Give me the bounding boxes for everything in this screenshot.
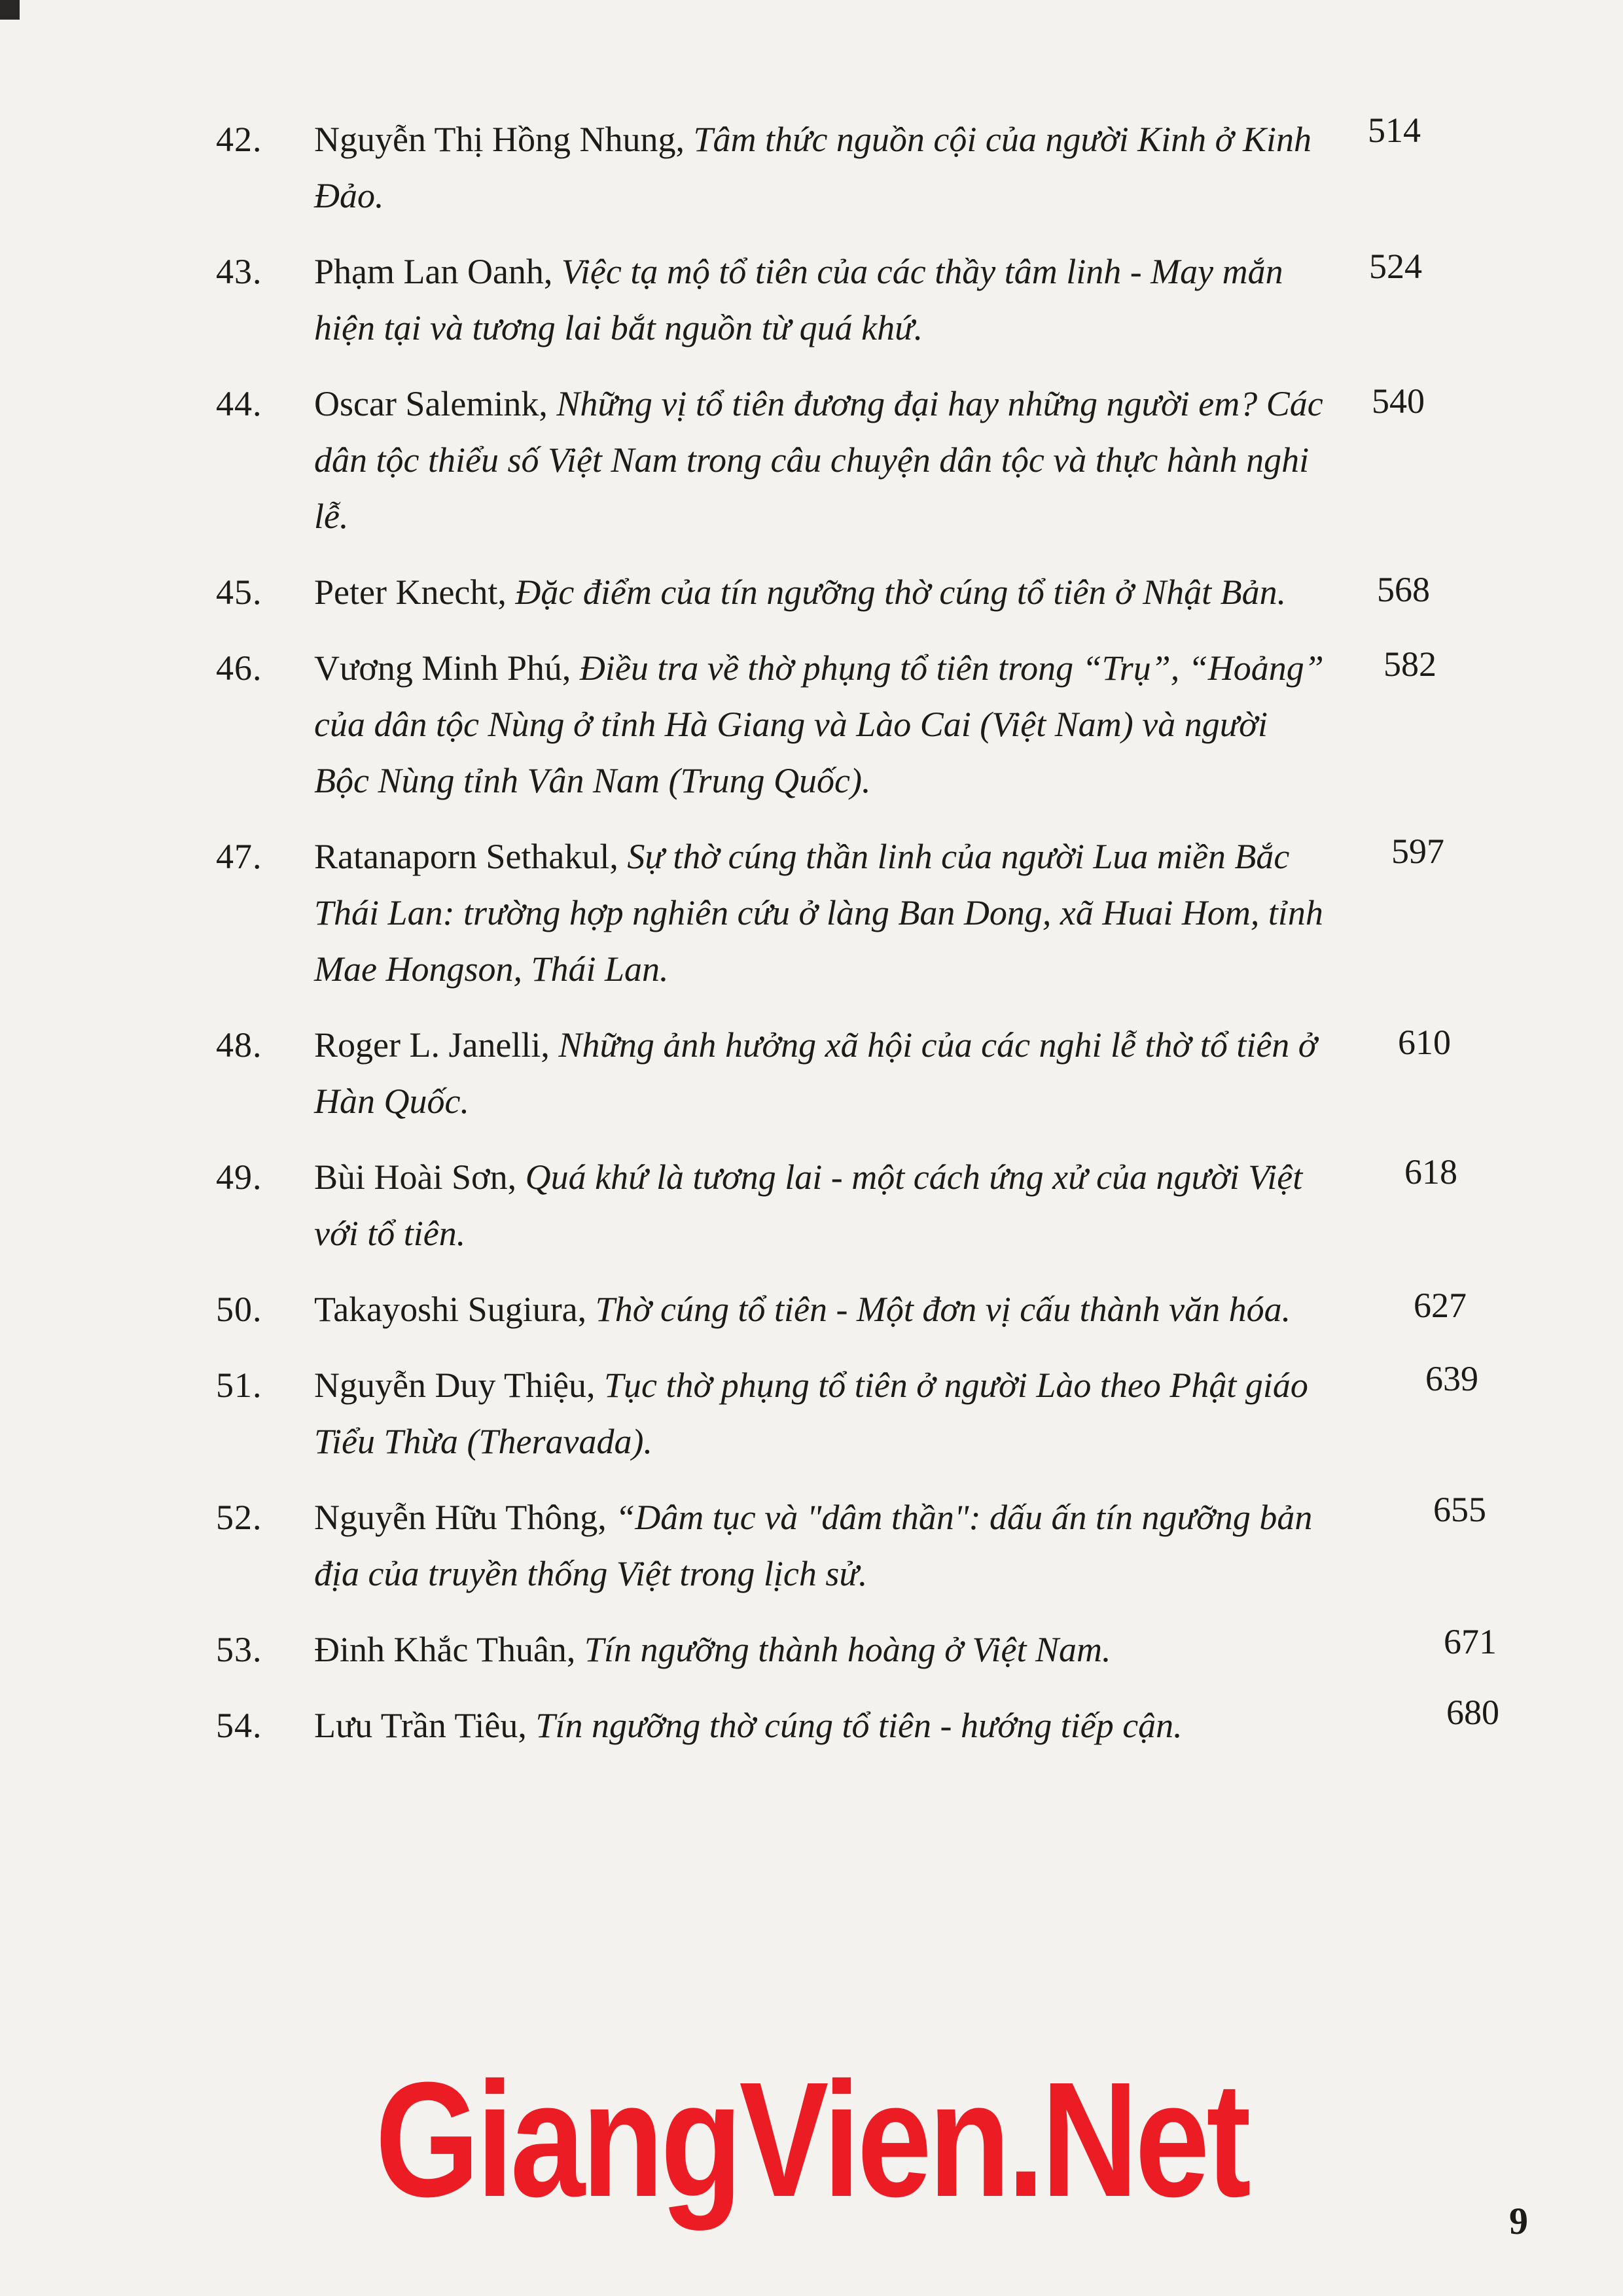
toc-entry-47 bbox=[216, 828, 1531, 997]
toc-entry-50 bbox=[216, 1281, 1531, 1337]
toc-entry-48 bbox=[216, 1017, 1531, 1129]
entry-author: Peter Knecht, bbox=[314, 573, 507, 612]
entry-page-number: 540 bbox=[1372, 381, 1425, 421]
entry-title: “Dâm tục và "dâm thần": dấu ấn tín ngưỡng bản địa của truyền thống Việt trong lịch sử. bbox=[314, 1498, 1313, 1593]
entry-text bbox=[314, 1697, 1329, 1754]
entry-author: Bùi Hoài Sơn, bbox=[314, 1157, 517, 1197]
toc-entry-46 bbox=[216, 640, 1531, 809]
toc-entry-49 bbox=[216, 1149, 1531, 1262]
page-number: 9 bbox=[1509, 2200, 1528, 2242]
entry-text bbox=[314, 1017, 1329, 1129]
entry-text bbox=[314, 828, 1329, 997]
entry-page-number: 610 bbox=[1398, 1023, 1451, 1062]
entry-author: Oscar Salemink, bbox=[314, 384, 548, 423]
entry-number: 45. bbox=[216, 573, 262, 612]
entry-number: 47. bbox=[216, 837, 262, 876]
scan-corner-mark bbox=[0, 0, 20, 20]
toc-entry-51 bbox=[216, 1357, 1531, 1470]
toc-entry-53 bbox=[216, 1621, 1531, 1678]
entry-text bbox=[314, 1281, 1329, 1337]
entry-author: Nguyễn Thị Hồng Nhung, bbox=[314, 120, 685, 159]
entry-author: Nguyễn Duy Thiệu, bbox=[314, 1366, 596, 1405]
entry-text bbox=[314, 1621, 1329, 1678]
entry-page-number: 639 bbox=[1425, 1359, 1478, 1398]
entry-author: Nguyễn Hữu Thông, bbox=[314, 1498, 607, 1537]
entry-number: 50. bbox=[216, 1290, 262, 1329]
entry-title: Việc tạ mộ tổ tiên của các thầy tâm linh - May mắn hiện tại và tương lai bắt nguồn từ quá khứ. bbox=[314, 252, 1283, 347]
entry-page-number: 514 bbox=[1368, 111, 1421, 150]
entry-text bbox=[314, 1489, 1329, 1602]
toc-entry-42 bbox=[216, 111, 1531, 224]
entry-number: 43. bbox=[216, 252, 262, 291]
entry-number: 49. bbox=[216, 1157, 262, 1197]
entry-author: Ratanaporn Sethakul, bbox=[314, 837, 618, 876]
entry-title: Sự thờ cúng thần linh của người Lua miền Bắc Thái Lan: trường hợp nghiên cứu ở làng Ban Dong, xã Huai Hom, tỉnh Mae Hongson, Thái Lan. bbox=[314, 837, 1323, 989]
toc-entry-54 bbox=[216, 1693, 1531, 1754]
entry-author: Phạm Lan Oanh, bbox=[314, 252, 553, 291]
entry-title: Những ảnh hưởng xã hội của các nghi lễ thờ tổ tiên ở Hàn Quốc. bbox=[314, 1025, 1317, 1121]
entry-author: Đinh Khắc Thuân, bbox=[314, 1630, 576, 1669]
entry-text bbox=[314, 564, 1329, 620]
entry-page-number: 524 bbox=[1369, 247, 1422, 286]
entry-number: 54. bbox=[216, 1706, 262, 1745]
entry-page-number: 627 bbox=[1414, 1286, 1467, 1325]
entry-text bbox=[314, 1149, 1329, 1262]
entry-text bbox=[314, 1357, 1329, 1470]
entry-title: Những vị tổ tiên đương đại hay những người em? Các dân tộc thiểu số Việt Nam trong câu chuyện dân tộc và thực hành nghi lễ. bbox=[314, 384, 1323, 536]
entry-page-number: 655 bbox=[1433, 1490, 1486, 1529]
toc-entry-44 bbox=[216, 376, 1531, 544]
entry-title: Tâm thức nguồn cội của người Kinh ở Kinh Đảo. bbox=[314, 120, 1312, 215]
entry-number: 52. bbox=[216, 1498, 262, 1537]
entry-title: Đặc điểm của tín ngưỡng thờ cúng tổ tiên ở Nhật Bản. bbox=[515, 573, 1287, 612]
entry-page-number: 671 bbox=[1444, 1622, 1497, 1661]
toc-entry-45 bbox=[216, 564, 1531, 620]
entry-author: Roger L. Janelli, bbox=[314, 1025, 550, 1065]
entry-page-number: 597 bbox=[1391, 832, 1444, 871]
toc-entry-52 bbox=[216, 1489, 1531, 1602]
entry-text bbox=[314, 376, 1329, 544]
entry-page-number: 568 bbox=[1377, 570, 1430, 609]
entry-title: Tín ngưỡng thờ cúng tổ tiên - hướng tiếp cận. bbox=[535, 1706, 1183, 1745]
entry-title: Tín ngưỡng thành hoàng ở Việt Nam. bbox=[584, 1630, 1111, 1669]
entry-number: 51. bbox=[216, 1366, 262, 1405]
entry-author: Takayoshi Sugiura, bbox=[314, 1290, 587, 1329]
entry-number: 44. bbox=[216, 384, 262, 423]
entry-title: Thờ cúng tổ tiên - Một đơn vị cấu thành văn hóa. bbox=[595, 1290, 1291, 1329]
entry-author: Lưu Trần Tiêu, bbox=[314, 1706, 527, 1745]
watermark-logo: GiangVien.Net bbox=[375, 2048, 1248, 2231]
table-of-contents bbox=[216, 111, 1531, 1773]
entry-number: 53. bbox=[216, 1630, 262, 1669]
entry-title: Điều tra về thờ phụng tổ tiên trong “Trụ”, “Hoảng” của dân tộc Nùng ở tỉnh Hà Giang và Lào Cai (Việt Nam) và người Bộc Nùng tỉnh Vân Nam (Trung Quốc). bbox=[314, 648, 1324, 800]
entry-number: 48. bbox=[216, 1025, 262, 1065]
entry-text bbox=[314, 111, 1329, 224]
entry-title: Tục thờ phụng tổ tiên ở người Lào theo Phật giáo Tiểu Thừa (Theravada). bbox=[314, 1366, 1308, 1461]
entry-title: Quá khứ là tương lai - một cách ứng xử của người Việt với tổ tiên. bbox=[314, 1157, 1303, 1253]
entry-page-number: 582 bbox=[1383, 645, 1436, 684]
entry-text bbox=[314, 243, 1329, 356]
entry-page-number: 618 bbox=[1404, 1152, 1457, 1192]
entry-text bbox=[314, 640, 1329, 809]
entry-number: 42. bbox=[216, 120, 262, 159]
entry-page-number: 680 bbox=[1446, 1693, 1499, 1732]
toc-entry-43 bbox=[216, 243, 1531, 356]
entry-author: Vương Minh Phú, bbox=[314, 648, 571, 688]
entry-number: 46. bbox=[216, 648, 262, 688]
